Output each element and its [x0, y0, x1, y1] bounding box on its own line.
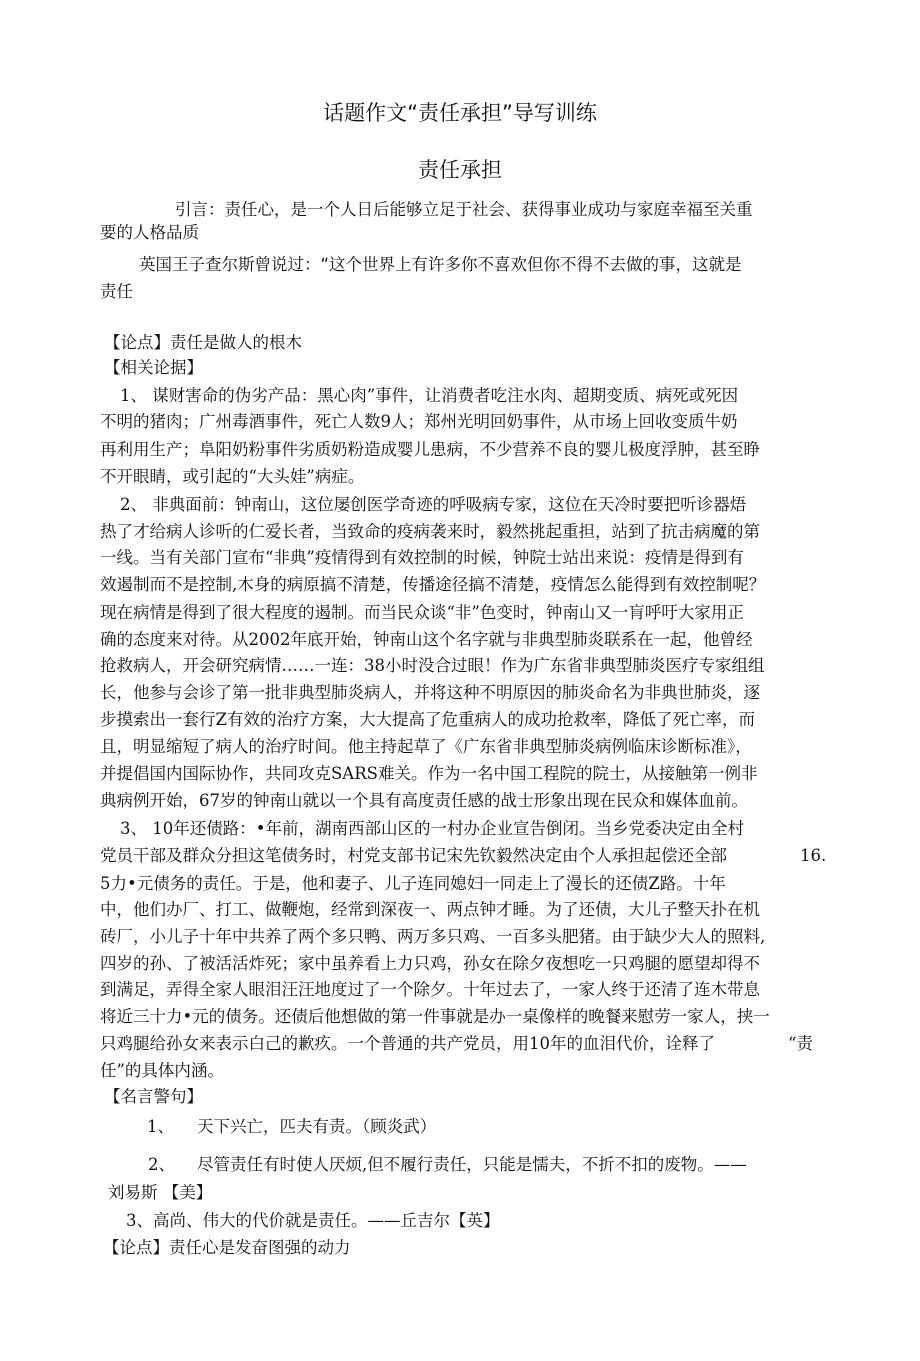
intro-line: 英国王子查尔斯曾说过：“这个世界上有许多你不喜欢但你不得不去做的事，这就是: [139, 255, 742, 274]
quote-text: 天下兴亡，匹夫有责。（顾炎武）: [197, 1117, 437, 1136]
paragraph-line: 一线。当有关部门宣布“非典”疫情得到有效控制的时候，钟院士站出来说：疫情是得到有: [100, 548, 744, 567]
paragraph-line: 且，明显缩短了病人的治疗时间。他主持起草了《广东省非典型肺炎病例临床诊断标准》，: [100, 737, 752, 756]
quote-number: 1、: [147, 1117, 174, 1136]
evidence-heading: 【相关论据】: [104, 358, 203, 377]
paragraph-line: 长，他参与会诊了第一批非典型肺炎病人，并将这种不明原因的肺炎命名为非典世肺炎，逐: [100, 683, 760, 702]
paragraph-line: 效遏制而不是控制,木身的病原搞不清楚，传播途径搞不清楚，疫情怎么能得到有效控制呢？: [100, 575, 766, 594]
paragraph-line: 中，他们办厂、打工、做鞭炮，经常到深夜一、两点钟才睡。为了还债，大儿子整天扑在机: [100, 900, 760, 919]
paragraph-line: 将近三十力•元的债务。还债后他想做的第一件事就是办一桌像样的晚餐来慰劳一家人，挟一: [100, 1007, 770, 1026]
paragraph-trailing: “责: [788, 1034, 813, 1053]
paragraph-line: 热了才给病人诊听的仁爱长者，当致命的疫病袭来时，毅然挑起重担，站到了抗击病魔的第: [100, 522, 760, 541]
paragraph-line: 并提倡国内国际协作，共同攻克SARS难关。作为一名中国工程院的院士，从接触第一例非: [100, 764, 758, 783]
quotes-heading: 【名言警句】: [104, 1087, 203, 1106]
quote-text: 3、高尚、伟大的代价就是责任。——丘吉尔【英】: [126, 1211, 500, 1230]
section-heading: 【论点】责任是做人的根木: [104, 333, 302, 352]
section-heading: 【论点】责任心是发奋图强的动力: [103, 1238, 351, 1257]
paragraph-line: 1、 谋财害命的伪劣产品：黑心肉”事件，让消费者吃注水肉、超期变质、病死或死因: [120, 386, 739, 405]
paragraph-line: 党员干部及群众分担这笔债务时，村党支部书记宋先钦毅然决定由个人承担起偿还全部: [100, 846, 727, 865]
quote-number: 2、: [148, 1155, 175, 1174]
paragraph-line: 2、 非典面前：钟南山，这位屡创医学奇迹的呼吸病专家，这位在天冷时要把听诊器焐: [120, 495, 747, 514]
paragraph-line: 典病例开始，67岁的钟南山就以一个具有高度责任感的战士形象出现在民众和媒体血前。: [100, 791, 748, 810]
paragraph-line: 5力•元债务的责任。于是，他和妻子、儿子连同媳妇一同走上了漫长的还债Z路。十年: [100, 874, 726, 893]
quote-text: 尽管责任有时使人厌烦,但不履行责任，只能是懦夫，不折不扣的废物。——: [197, 1155, 747, 1174]
paragraph-line: 再利用生产；阜阳奶粉事件劣质奶粉造成婴儿患病，不少营养不良的婴儿极度浮肿，甚至睁: [100, 440, 760, 459]
intro-line: 要的人格品质: [100, 223, 199, 242]
paragraph-line: 3、 10年还债路：•年前，湖南西部山区的一村办企业宣告倒闭。当乡党委决定由全村: [120, 819, 744, 838]
paragraph-line: 任”的具体内涵。: [100, 1061, 224, 1080]
paragraph-line: 只鸡腿给孙女来表示白己的歉疚。一个普通的共产党员，用10年的血泪代价，诠释了: [100, 1034, 715, 1053]
paragraph-line: 不明的猪肉；广州毒酒事件，死亡人数9人；郑州光明回奶事件，从市场上回收变质牛奶: [100, 412, 738, 431]
margin-note: 16.: [800, 846, 827, 865]
paragraph-line: 到满足，弄得全家人眼泪汪汪地度过了一个除夕。十年过去了，一家人终于还清了连木带息: [100, 980, 760, 999]
quote-author: 刘易斯 【美】: [108, 1183, 213, 1202]
paragraph-line: 砖厂，小儿子十年中共养了两个多只鸭、两万多只鸡、一百多头肥猪。由于缺少大人的照料,: [100, 927, 766, 946]
document-title: 话题作文“责任承担”导写训练: [323, 101, 597, 125]
intro-line: 引言：责任心，是一个人日后能够立足于社会、获得事业成功与家庭幸福至关重: [175, 200, 753, 219]
intro-line: 责任: [100, 282, 133, 301]
paragraph-line: 现在病情是得到了很大程度的遏制。而当民众谈“非”色变时，钟南山又一肓呼吁大家用正: [100, 603, 744, 622]
paragraph-line: 确的态度来对待。从2002年底开始，钟南山这个名字就与非典型肺炎联系在一起，他曾经: [100, 630, 753, 649]
paragraph-line: 不开眼睛，或引起的“大头娃”病症。: [100, 467, 365, 486]
paragraph-line: 四岁的孙、了被活活炸死；家中虽养看上力只鸡，孙女在除夕夜想吃一只鸡腿的愿望却得不: [100, 954, 760, 973]
paragraph-line: 步摸索出一套行Z有效的治疗方案，大大提高了危重病人的成功抢救率，降低了死亡率，而: [100, 710, 755, 729]
document-subtitle: 责任承担: [418, 158, 502, 182]
paragraph-line: 抢救病人，开会研究病情……一连：38小时没合过眼！作为广东省非典型肺炎医疗专家组组: [100, 656, 765, 675]
